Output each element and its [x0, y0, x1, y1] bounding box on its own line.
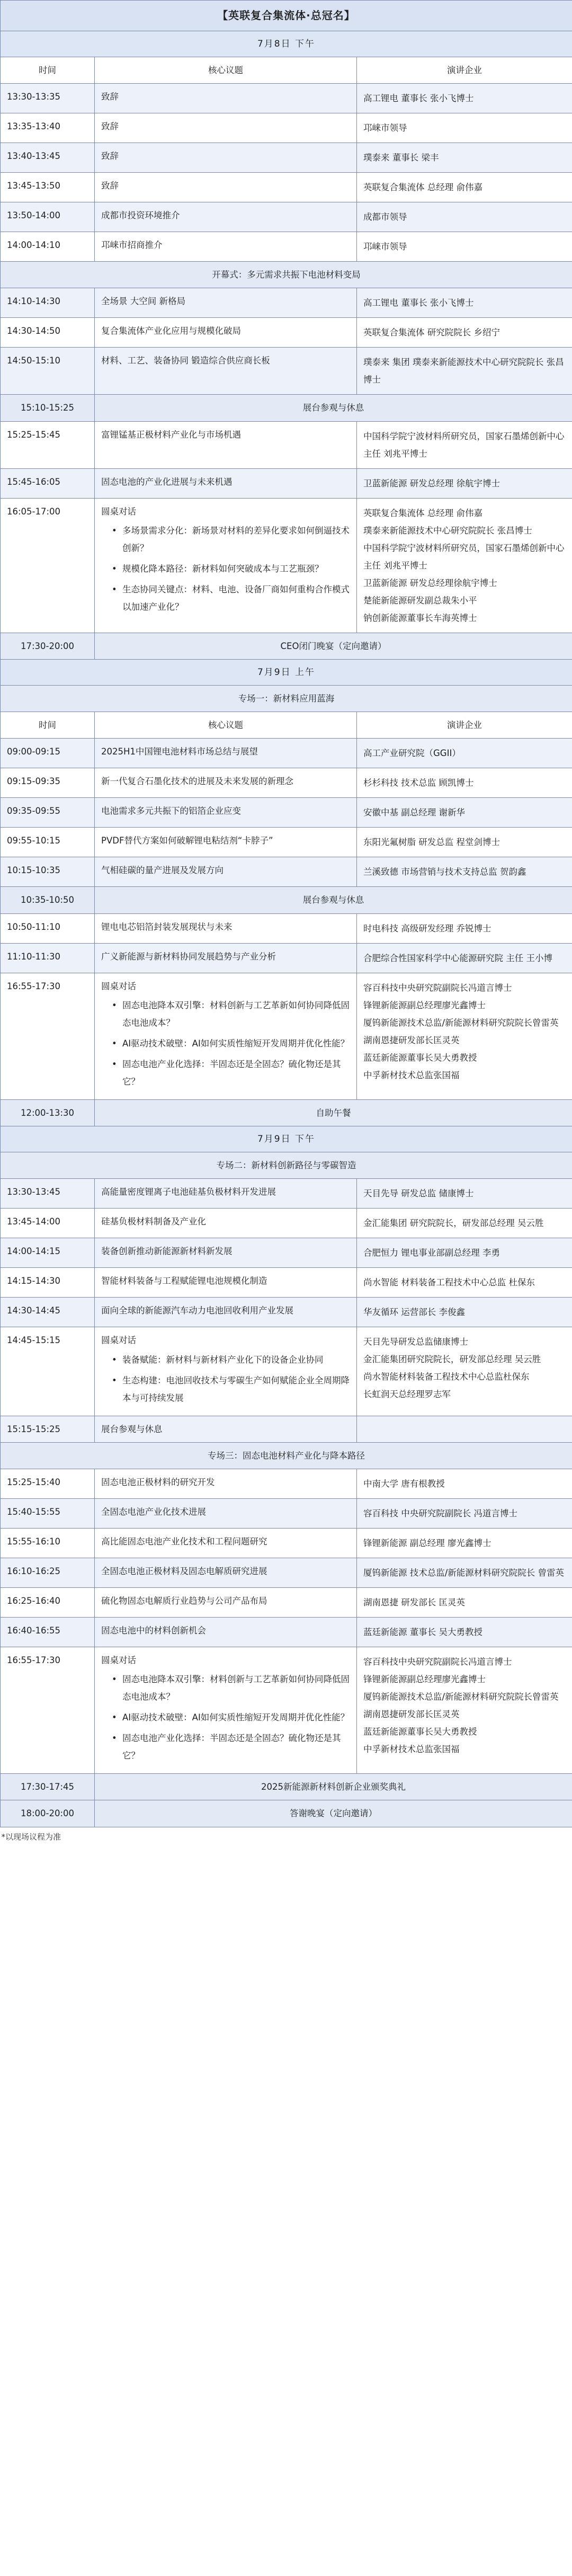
agenda-time: 13:50-14:00: [1, 202, 95, 232]
agenda-time: 16:40-16:55: [1, 1617, 95, 1647]
agenda-time: 14:30-14:45: [1, 1298, 95, 1327]
agenda-topic: 新一代复合石墨化技术的进展及未来发展的新理念: [95, 768, 357, 798]
agenda-company: 天目先导 研发总监 储康博士: [357, 1179, 572, 1209]
agenda-topic: 气相硅碳的量产进展及发展方向: [95, 857, 357, 887]
agenda-company: 中南大学 唐有根教授: [357, 1469, 572, 1498]
panel-speakers: [357, 1647, 572, 1773]
agenda-row: [1, 318, 572, 348]
panel-time: 16:55-17:30: [1, 1647, 95, 1773]
agenda-topic: 复合集流体产业化应用与规模化破局: [95, 318, 357, 348]
agenda-time: 14:50-15:10: [1, 348, 95, 395]
panel-speaker: 锋锂新能源副总经理廖光鑫博士: [363, 1000, 486, 1010]
agenda-row: [1, 468, 572, 498]
agenda-time: 15:25-15:45: [1, 421, 95, 468]
header-company: 演讲企业: [357, 712, 572, 739]
panel-speaker: 湖南恩捷研发部长匡灵英: [363, 1035, 460, 1045]
agenda-row: [1, 943, 572, 973]
agenda-company: 厦钨新能源 技术总监/新能源材料研究院院长 曾雷英: [357, 1558, 572, 1587]
agenda-topic: PVDF替代方案如何破解锂电粘结剂“卡脖子”: [95, 828, 357, 857]
sponsor-title: 【英联复合集流体·总冠名】: [1, 1, 572, 31]
session-label: CEO闭门晚宴（定向邀请）: [95, 633, 572, 659]
session-time: 17:30-20:00: [1, 633, 95, 659]
agenda-company: 英联复合集流体 总经理 俞伟嘉: [357, 173, 572, 202]
day-date: 7月8日 下午: [1, 31, 572, 57]
agenda-topic: 锂电电芯铝箔封装发展现状与未来: [95, 913, 357, 943]
panel-title: 圆桌对话: [101, 981, 136, 991]
agenda-time: 13:30-13:35: [1, 84, 95, 113]
agenda-topic: 电池需求多元共振下的铝箔企业应变: [95, 798, 357, 828]
agenda-company: 成都市领导: [357, 202, 572, 232]
panel-speakers: [357, 973, 572, 1099]
agenda-company: 容百科技 中央研究院副院长 冯道言博士: [357, 1498, 572, 1528]
agenda-row: [1, 1298, 572, 1327]
agenda-company: 高工产业研究院（GGII）: [357, 739, 572, 768]
day-header-row: [1, 31, 572, 57]
agenda-company: 杉杉科技 技术总监 顾凯博士: [357, 768, 572, 798]
header-company: 演讲企业: [357, 57, 572, 84]
agenda-time: 15:40-15:55: [1, 1498, 95, 1528]
session-time: 17:30-17:45: [1, 1774, 95, 1800]
agenda-time: 14:15-14:30: [1, 1268, 95, 1298]
panel-question-list: [101, 1671, 350, 1764]
agenda-company: 湖南恩捷 研发部长 匡灵英: [357, 1587, 572, 1617]
session-label: 展台参观与休息: [95, 887, 572, 913]
agenda-company: 邛崃市领导: [357, 113, 572, 143]
footnote-row: [1, 1827, 572, 1846]
column-header-row: [1, 712, 572, 739]
agenda-topic: 广义新能源与新材料协同发展趋势与产业分析: [95, 943, 357, 973]
agenda-topic: 硅基负极材料制备及产业化: [95, 1209, 357, 1238]
agenda-company: 锋锂新能源 副总经理 廖光鑫博士: [357, 1528, 572, 1558]
panel-question: • 生态构建：电池回收技术与零碳生产如何赋能企业全周期降本与可持续发展: [112, 1372, 350, 1407]
agenda-company: 兰溪致德 市场营销与技术支持总监 贺韵鑫: [357, 857, 572, 887]
agenda-time: 16:10-16:25: [1, 1558, 95, 1587]
header-topic: 核心议题: [95, 57, 357, 84]
session-time: 10:35-10:50: [1, 887, 95, 913]
panel-speaker: 中孚新材技术总监张国福: [363, 1744, 460, 1754]
agenda-row: [1, 739, 572, 768]
agenda-row: [1, 768, 572, 798]
session-band-row: [1, 1099, 572, 1126]
panel-title: 圆桌对话: [101, 506, 136, 517]
agenda-company: 合肥综合性国家科学中心能源研究院 主任 王小博: [357, 943, 572, 973]
panel-question: • 固态电池降本双引擎：材料创新与工艺革新如何协同降低固态电池成本？: [112, 997, 350, 1032]
agenda-time: 15:45-16:05: [1, 468, 95, 498]
agenda-row: [1, 84, 572, 113]
agenda-row: [1, 1179, 572, 1209]
panel-discussion-row: [1, 1327, 572, 1416]
footnote: *以现场议程为准: [1, 1832, 61, 1842]
agenda-row: [1, 1209, 572, 1238]
agenda-topic: 全场景 大空间 新格局: [95, 288, 357, 318]
panel-speaker: 容百科技中央研究院副院长冯道言博士: [363, 982, 512, 993]
panel-speaker: 金汇能集团研究院院长，研发部总经理 吴云胜: [363, 1354, 541, 1365]
agenda-topic: 高能量密度锂离子电池硅基负极材料开发进展: [95, 1179, 357, 1209]
agenda-topic: 面向全球的新能源汽车动力电池回收利用产业发展: [95, 1298, 357, 1327]
agenda-row: [1, 1268, 572, 1298]
panel-topic: [95, 1647, 357, 1773]
panel-speaker: 蓝廷新能源董事长吴大勇教授: [363, 1726, 477, 1737]
panel-speaker: 锋锂新能源副总经理廖光鑫博士: [363, 1674, 486, 1684]
agenda-company: 时电科技 高级研发经理 乔锐博士: [357, 913, 572, 943]
agenda-row: [1, 143, 572, 173]
panel-question-list: [101, 522, 350, 616]
session-band-row: [1, 262, 572, 288]
agenda-topic: 硫化物固态电解质行业趋势与公司产品布局: [95, 1587, 357, 1617]
panel-question-list: [101, 1351, 350, 1407]
column-header-row: [1, 57, 572, 84]
agenda-topic: 全固态电池正极材料及固态电解质研究进展: [95, 1558, 357, 1587]
agenda-topic: 致辞: [95, 143, 357, 173]
agenda-topic: 全固态电池产业化技术进展: [95, 1498, 357, 1528]
session-time: 18:00-20:00: [1, 1800, 95, 1827]
agenda-time: 15:15-15:25: [1, 1416, 95, 1442]
agenda-topic: 富锂锰基正极材料产业化与市场机遇: [95, 421, 357, 468]
agenda-row: [1, 232, 572, 262]
panel-speakers: [357, 498, 572, 633]
agenda-time: 13:30-13:45: [1, 1179, 95, 1209]
session-time: 12:00-13:30: [1, 1099, 95, 1126]
agenda-company: 蓝廷新能源 董事长 吴大勇教授: [357, 1617, 572, 1647]
session-label: 开幕式：多元需求共振下电池材料变局: [1, 262, 572, 288]
panel-question: • 固态电池产业化选择：半固态还是全固态？硫化物还是其它？: [112, 1055, 350, 1090]
agenda-topic: 致辞: [95, 113, 357, 143]
session-band-row: [1, 1442, 572, 1469]
panel-question-list: [101, 997, 350, 1090]
session-label: 2025新能源新材料创新企业颁奖典礼: [95, 1774, 572, 1800]
session-band-row: [1, 1774, 572, 1800]
agenda-company: 璞泰来 董事长 梁丰: [357, 143, 572, 173]
agenda-time: 09:00-09:15: [1, 739, 95, 768]
agenda-time: 11:10-11:30: [1, 943, 95, 973]
panel-question: • AI驱动技术破壁：AI如何实质性缩短开发周期并优化性能？: [112, 1035, 350, 1052]
day-date: 7月9日 下午: [1, 1126, 572, 1152]
panel-speaker: 厦钨新能源技术总监/新能源材料研究院院长曾雷英: [363, 1017, 559, 1028]
panel-speaker: 中孚新材技术总监张国福: [363, 1070, 460, 1080]
agenda-row: [1, 421, 572, 468]
agenda-row: [1, 348, 572, 395]
panel-title: 圆桌对话: [101, 1655, 136, 1665]
agenda-topic: 固态电池的产业化进展与未来机遇: [95, 468, 357, 498]
agenda-time: 15:55-16:10: [1, 1528, 95, 1558]
session-band-row: [1, 633, 572, 659]
agenda-time: 14:00-14:10: [1, 232, 95, 262]
panel-question: • 固态电池降本双引擎：材料创新与工艺革新如何协同降低固态电池成本？: [112, 1671, 350, 1706]
panel-speaker: 容百科技中央研究院副院长冯道言博士: [363, 1656, 512, 1667]
agenda-row: [1, 113, 572, 143]
agenda-company: 高工锂电 董事长 张小飞博士: [357, 84, 572, 113]
agenda-time: 13:45-14:00: [1, 1209, 95, 1238]
agenda-time: 09:55-10:15: [1, 828, 95, 857]
session-time: 15:10-15:25: [1, 395, 95, 421]
day-header-row: [1, 1126, 572, 1152]
day-date: 7月9日 上午: [1, 659, 572, 685]
agenda-row: [1, 173, 572, 202]
agenda-company: 金汇能集团 研究院院长，研发部总经理 吴云胜: [357, 1209, 572, 1238]
panel-topic: [95, 1327, 357, 1416]
panel-discussion-row: [1, 1647, 572, 1773]
agenda-time: 14:00-14:15: [1, 1238, 95, 1268]
panel-speaker: 厦钨新能源技术总监/新能源材料研究院院长曾雷英: [363, 1691, 559, 1702]
panel-speaker: 天目先导研发总监储康博士: [363, 1337, 468, 1347]
panel-topic: [95, 973, 357, 1099]
agenda-company: 高工锂电 董事长 张小飞博士: [357, 288, 572, 318]
agenda-time: 13:45-13:50: [1, 173, 95, 202]
panel-topic: [95, 498, 357, 633]
agenda-row: [1, 1498, 572, 1528]
panel-time: 14:45-15:15: [1, 1327, 95, 1416]
panel-question: • 规模化降本路径：新材料如何突破成本与工艺瓶颈？: [112, 560, 350, 578]
agenda-topic: 致辞: [95, 173, 357, 202]
sponsor-title-row: [1, 1, 572, 31]
agenda-topic: 材料、工艺、装备协同 锻造综合供应商长板: [95, 348, 357, 395]
header-time: 时间: [1, 57, 95, 84]
panel-discussion-row: [1, 498, 572, 633]
session-label: 专场一：新材料应用蓝海: [1, 685, 572, 712]
agenda-time: 13:40-13:45: [1, 143, 95, 173]
agenda-row: [1, 1587, 572, 1617]
agenda-company: 尚水智能 材料装备工程技术中心总监 杜保东: [357, 1268, 572, 1298]
header-topic: 核心议题: [95, 712, 357, 739]
panel-speaker: 璞泰来新能源技术中心研究院院长 张昌博士: [363, 525, 532, 536]
panel-speaker: 卫蓝新能源 研发总经理徐航宇博士: [363, 578, 497, 588]
agenda-company: 卫蓝新能源 研发总经理 徐航宇博士: [357, 468, 572, 498]
agenda-time: 10:50-11:10: [1, 913, 95, 943]
panel-speaker: 湖南恩捷研发部长匡灵英: [363, 1709, 460, 1719]
agenda-topic: 展台参观与休息: [95, 1416, 357, 1442]
agenda-topic: 固态电池正极材料的研究开发: [95, 1469, 357, 1498]
agenda-company: 英联复合集流体 研究院院长 乡绍宁: [357, 318, 572, 348]
agenda-company: [357, 1416, 572, 1442]
day-header-row: [1, 659, 572, 685]
agenda-time: 10:15-10:35: [1, 857, 95, 887]
agenda-topic: 成都市投资环境推介: [95, 202, 357, 232]
agenda-topic: 邛崃市招商推介: [95, 232, 357, 262]
agenda-row: [1, 798, 572, 828]
session-label: 专场二：新材料创新路径与零碳智造: [1, 1152, 572, 1179]
panel-discussion-row: [1, 973, 572, 1099]
session-band-row: [1, 887, 572, 913]
session-band-row: [1, 395, 572, 421]
agenda-time: 15:25-15:40: [1, 1469, 95, 1498]
agenda-company: 华友循环 运营部长 李俊鑫: [357, 1298, 572, 1327]
agenda-row: [1, 1617, 572, 1647]
panel-time: 16:55-17:30: [1, 973, 95, 1099]
agenda-row: [1, 1469, 572, 1498]
agenda-row: [1, 1528, 572, 1558]
agenda-row: [1, 913, 572, 943]
agenda-row: [1, 1558, 572, 1587]
agenda-topic: 高比能固态电池产业化技术和工程问题研究: [95, 1528, 357, 1558]
session-band-row: [1, 685, 572, 712]
agenda-row: [1, 1416, 572, 1442]
session-band-row: [1, 1152, 572, 1179]
agenda-company: 邛崃市领导: [357, 232, 572, 262]
header-time: 时间: [1, 712, 95, 739]
agenda-time: 09:35-09:55: [1, 798, 95, 828]
agenda-company: 中国科学院宁波材料所研究员，国家石墨烯创新中心主任 刘兆平博士: [357, 421, 572, 468]
panel-speaker: 尚水智能材料装备工程技术中心总监杜保东: [363, 1372, 530, 1382]
panel-question: • 固态电池产业化选择：半固态还是全固态？硫化物还是其它？: [112, 1729, 350, 1764]
agenda-topic: 装备创新推动新能源新材料新发展: [95, 1238, 357, 1268]
agenda-topic: 2025H1中国锂电池材料市场总结与展望: [95, 739, 357, 768]
agenda-time: 09:15-09:35: [1, 768, 95, 798]
session-band-row: [1, 1800, 572, 1827]
agenda-row: [1, 1238, 572, 1268]
agenda-row: [1, 202, 572, 232]
panel-speaker: 长虹润天总经理罗志军: [363, 1389, 451, 1400]
session-label: 答谢晚宴（定向邀请）: [95, 1800, 572, 1827]
agenda-row: [1, 857, 572, 887]
panel-speaker: 英联复合集流体 总经理 俞伟嘉: [363, 508, 482, 518]
session-label: 自助午餐: [95, 1099, 572, 1126]
panel-speaker: 蓝廷新能源董事长吴大勇教授: [363, 1052, 477, 1063]
panel-question: • 多场景需求分化：新场景对材料的差异化要求如何倒逼技术创新？: [112, 522, 350, 557]
agenda-topic: 致辞: [95, 84, 357, 113]
agenda-row: [1, 288, 572, 318]
panel-speaker: 楚能新能源研发副总裁朱小平: [363, 595, 477, 606]
agenda-time: 14:30-14:50: [1, 318, 95, 348]
session-label: 展台参观与休息: [95, 395, 572, 421]
agenda-time: 14:10-14:30: [1, 288, 95, 318]
panel-speakers: [357, 1327, 572, 1416]
panel-title: 圆桌对话: [101, 1335, 136, 1346]
session-label: 专场三：固态电池材料产业化与降本路径: [1, 1442, 572, 1469]
agenda-company: 安徽中基 副总经理 谢新华: [357, 798, 572, 828]
agenda-topic: 固态电池中的材料创新机会: [95, 1617, 357, 1647]
agenda-company: 合肥恒力 锂电事业部副总经理 李勇: [357, 1238, 572, 1268]
agenda-topic: 智能材料装备与工程赋能锂电池规模化制造: [95, 1268, 357, 1298]
panel-question: • 生态协同关键点：材料、电池、设备厂商如何重构合作模式以加速产业化？: [112, 581, 350, 616]
panel-speaker: 钠创新能源董事长车海英博士: [363, 612, 477, 623]
panel-time: 16:05-17:00: [1, 498, 95, 633]
agenda-row: [1, 828, 572, 857]
agenda-time: 13:35-13:40: [1, 113, 95, 143]
panel-question: • 装备赋能：新材料与新材料产业化下的设备企业协同: [112, 1351, 350, 1369]
agenda-time: 16:25-16:40: [1, 1587, 95, 1617]
panel-speaker: 中国科学院宁波材料所研究员，国家石墨烯创新中心主任 刘兆平博士: [363, 543, 565, 571]
agenda-company: 东阳光氟树脂 研发总监 程堂剑博士: [357, 828, 572, 857]
panel-question: • AI驱动技术破壁：AI如何实质性缩短开发周期并优化性能？: [112, 1709, 350, 1726]
agenda-company: 璞泰来 集团 璞泰来新能源技术中心研究院院长 张昌博士: [357, 348, 572, 395]
